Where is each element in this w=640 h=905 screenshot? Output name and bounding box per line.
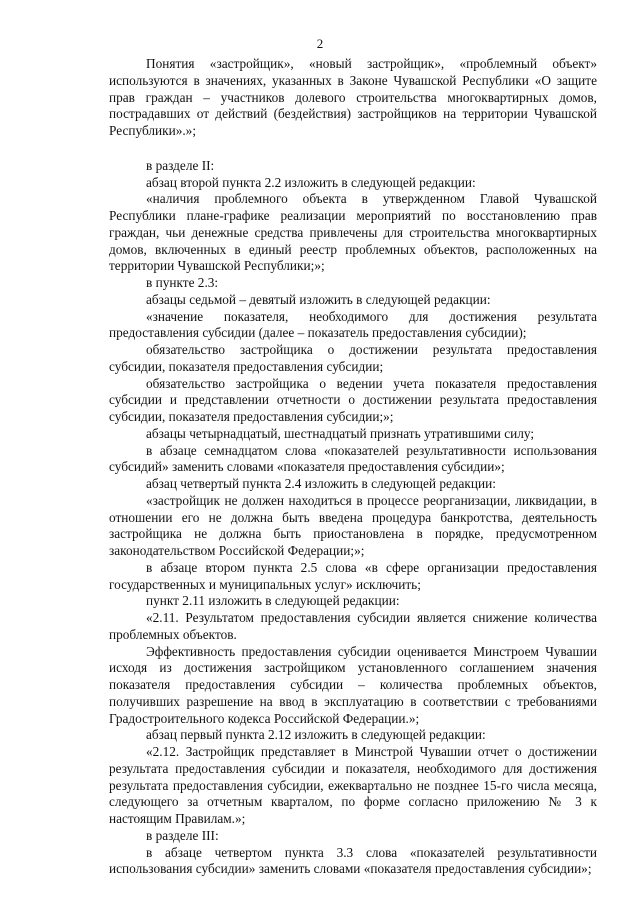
paragraph: абзац первый пункта 2.12 изложить в следующей редакции:	[146, 727, 486, 743]
paragraph: обязательство застройщика о ведении учета показателя предоставления субсидии и представлении отчетности о достижении результата предоставления субсидии, показателя предоставления субсидии;»;	[109, 375, 597, 424]
paragraph: абзац четвертый пункта 2.4 изложить в следующей редакции:	[146, 476, 496, 491]
paragraph-gap	[109, 140, 597, 158]
paragraph: пункт 2.11 изложить в следующей редакции:	[146, 593, 400, 609]
paragraph: абзац второй пункта 2.2 изложить в следующей редакции:	[146, 174, 476, 190]
paragraph: «2.11. Результатом предоставления субсидии является снижение количества проблемных объектов.	[109, 610, 597, 642]
document-body	[109, 56, 597, 878]
paragraph: в пункте 2.3:	[146, 275, 219, 290]
page-number: 2	[316, 36, 324, 51]
paragraph-section-2: в разделе II:	[146, 157, 215, 173]
paragraph: абзацы четырнадцатый, шестнадцатый признать утратившими силу;	[146, 425, 535, 441]
paragraph: «2.12. Застройщик представляет в Минстрой Чувашии отчет о достижении результата предоставления субсидии и показателя, необходимого для достижения результата предоставления субсидии, ежеквартально не позднее 15-го числа месяца, следующего за отчетным кварталом, по форме согласно приложению № 3 к настоящим Правилам.»;	[109, 744, 597, 826]
paragraph: Эффективность предоставления субсидии оценивается Минстроем Чувашии исходя из достижения застройщиком установленного соглашением значения показателя предоставления субсидии – количества проблемных объектов, получивших разрешение на ввод в эксплуатацию в соответствии с требованиями Градостроительного кодекса Российской Федерации.»;	[109, 643, 597, 726]
paragraph-definitions: Понятия «застройщик», «новый застройщик», «проблемный объект» используются в значениях, указанных в Законе Чувашской Республики «О защите прав граждан – участников долевого строительства многоквартирных домов, пострадавших от действий (бездействия) застройщиков на территории Чувашской Республики».»;	[109, 56, 597, 138]
paragraph: «значение показателя, необходимого для достижения результата предоставления субсидии (далее – показатель предоставления субсидии);	[109, 308, 597, 341]
paragraph: в абзаце четвертом пункта 3.3 слова «показателей результативности использования субсидии» заменить словами «показателя предоставления субсидии»;	[109, 844, 597, 877]
paragraph: «застройщик не должен находиться в процессе реорганизации, ликвидации, в отношении его не должна быть введена процедура банкротства, деятельность застройщика не должна быть приостановлена в порядке, предусмотренном законодательством Российской Федерации;»;	[109, 492, 597, 558]
paragraph: в абзаце семнадцатом слова «показателей результативности использования субсидий» заменить словами «показателя предоставления субсидии»;	[109, 442, 597, 475]
paragraph: «наличия проблемного объекта в утвержденном Главой Чувашской Республики плане-графике реализации мероприятий по восстановлению прав граждан, чьи денежные средства привлечены для строительства многоквартирных домов, включенных в единый реестр проблемных объектов, расположенных на территории Чувашской Республики;»;	[109, 191, 597, 274]
paragraph: абзацы седьмой – девятый изложить в следующей редакции:	[146, 291, 491, 307]
paragraph: обязательство застройщика о достижении результата предоставления субсидии, показателя предоставления субсидии;	[109, 342, 597, 374]
paragraph-section-3: в разделе III:	[146, 827, 219, 843]
paragraph: в абзаце втором пункта 2.5 слова «в сфере организации предоставления государственных и муниципальных услуг» исключить;	[109, 559, 597, 592]
